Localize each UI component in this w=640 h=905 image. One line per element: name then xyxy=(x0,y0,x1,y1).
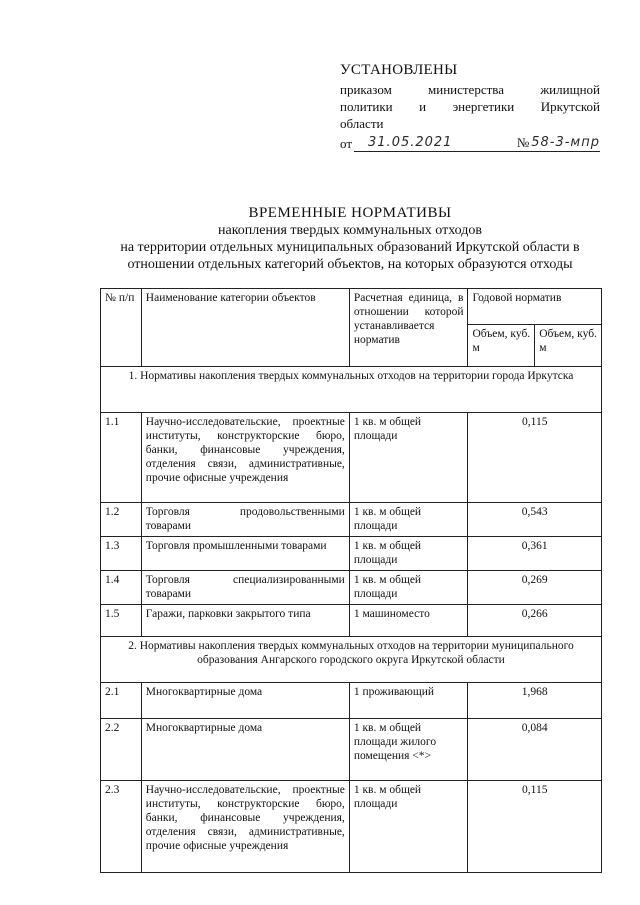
date-field xyxy=(354,134,462,152)
annual-norm-value: 0,543 xyxy=(468,503,602,537)
section-row xyxy=(101,637,602,683)
title-main: ВРЕМЕННЫЕ НОРМАТИВЫ xyxy=(248,205,452,221)
title-line: на территории отдельных муниципальных образований Иркутской области в xyxy=(120,240,580,255)
annual-norm-value: 1,968 xyxy=(468,683,602,719)
category-name: Научно-исследовательские, проектные институты, конструкторские бюро, банки, финансовые учреждения, отделения связи, административные, прочие офисные учреждения xyxy=(141,413,349,503)
table-header-row xyxy=(101,289,602,325)
calculation-unit: 1 кв. м общей площади xyxy=(349,413,468,503)
section-row xyxy=(101,367,602,413)
row-number: 2.2 xyxy=(101,719,142,781)
table-row xyxy=(101,781,602,873)
title-line: накопления твердых коммунальных отходов xyxy=(218,223,482,238)
calculation-unit: 1 кв. м общей площади xyxy=(349,537,468,571)
annual-norm-value: 0,084 xyxy=(468,719,602,781)
annual-norm-value: 0,115 xyxy=(468,781,602,873)
row-number: 2.1 xyxy=(101,683,142,719)
row-number: 1.4 xyxy=(101,571,142,605)
handwritten-date: 31.05.2021 xyxy=(368,135,453,150)
from-label: от xyxy=(340,136,353,151)
number-label: № xyxy=(516,135,530,150)
document-title xyxy=(100,205,600,273)
row-number: 1.5 xyxy=(101,605,142,637)
header-unit: Расчетная единица, в отношении которой устанавливается норматив xyxy=(349,289,468,367)
annual-norm-value: 0,115 xyxy=(468,413,602,503)
approval-line: политики и энергетики Иркутской xyxy=(340,99,600,114)
approval-heading: УСТАНОВЛЕНЫ xyxy=(340,62,458,78)
calculation-unit: 1 кв. м общей площади xyxy=(349,571,468,605)
row-number: 2.3 xyxy=(101,781,142,873)
category-name: Многоквартирные дома xyxy=(141,683,349,719)
header-volume: Объем, куб. м xyxy=(468,325,535,367)
annual-norm-value: 0,269 xyxy=(468,571,602,605)
calculation-unit: 1 проживающий xyxy=(349,683,468,719)
table-row xyxy=(101,503,602,537)
norms-table xyxy=(100,288,602,873)
approval-line: области xyxy=(340,116,384,131)
calculation-unit: 1 машиноместо xyxy=(349,605,468,637)
table-row xyxy=(101,571,602,605)
handwritten-number: 58-3-мпр xyxy=(531,135,600,150)
annual-norm-value: 0,266 xyxy=(468,605,602,637)
header-annual: Годовой норматив xyxy=(468,289,602,325)
approval-line: приказом министерства жилищной xyxy=(340,82,600,97)
row-number: 1.2 xyxy=(101,503,142,537)
calculation-unit: 1 кв. м общей площади xyxy=(349,503,468,537)
category-name: Многоквартирные дома xyxy=(141,719,349,781)
header-volume: Объем, куб. м xyxy=(535,325,602,367)
table-row xyxy=(101,719,602,781)
header-num: № п/п xyxy=(101,289,142,367)
calculation-unit: 1 кв. м общей площади жилого помещения <*> xyxy=(349,719,468,781)
category-name: Торговля продовольственными товарами xyxy=(141,503,349,537)
calculation-unit: 1 кв. м общей площади xyxy=(349,781,468,873)
category-name: Научно-исследовательские, проектные институты, конструкторские бюро, банки, финансовые учреждения, отделения связи, административные, прочие офисные учреждения xyxy=(141,781,349,873)
header-name: Наименование категории объектов xyxy=(141,289,349,367)
order-date-number xyxy=(340,134,600,152)
table-row xyxy=(101,605,602,637)
title-line: отношении отдельных категорий объектов, на которых образуются отходы xyxy=(127,257,573,272)
table-row xyxy=(101,413,602,503)
number-field xyxy=(462,134,600,152)
category-name: Гаражи, парковки закрытого типа xyxy=(141,605,349,637)
section-title: 2. Нормативы накопления твердых коммунальных отходов на территории муниципального образования Ангарского городского округа Иркутской области xyxy=(101,637,602,683)
row-number: 1.3 xyxy=(101,537,142,571)
table-row xyxy=(101,683,602,719)
annual-norm-value: 0,361 xyxy=(468,537,602,571)
table-row xyxy=(101,537,602,571)
approval-stamp xyxy=(340,62,600,152)
section-title: 1. Нормативы накопления твердых коммунальных отходов на территории города Иркутска xyxy=(101,367,602,413)
category-name: Торговля промышленными товарами xyxy=(141,537,349,571)
category-name: Торговля специализированными товарами xyxy=(141,571,349,605)
row-number: 1.1 xyxy=(101,413,142,503)
